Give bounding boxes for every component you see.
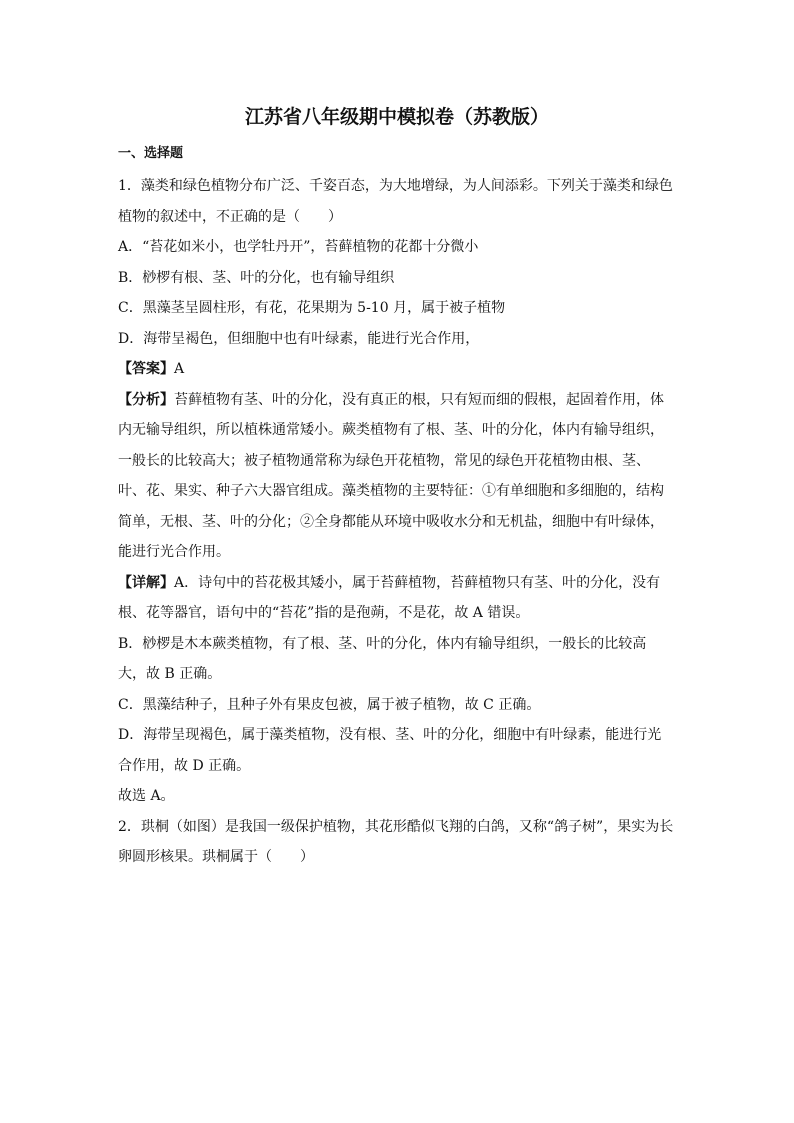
analysis-text: 苔藓植物有茎、叶的分化，没有真正的根，只有短而细的假根，起固着作用，体 xyxy=(174,391,664,408)
question-1-option-a: A．“苔花如米小，也学牡丹开”，苔藓植物的花都十分微小 xyxy=(118,239,479,255)
question-1-option-c: C．黑藻茎呈圆柱形，有花，花果期为 5-10 月，属于被子植物 xyxy=(118,300,506,316)
detail-tag: 【详解】 xyxy=(118,574,174,591)
detail-d-line-1: D．海带呈现褐色，属于藻类植物，没有根、茎、叶的分化，细胞中有叶绿素，能进行光 xyxy=(118,727,662,743)
page-title: 江苏省八年级期中模拟卷（苏教版） xyxy=(244,106,549,128)
question-1-stem-line-2: 植物的叙述中，不正确的是（ ） xyxy=(118,208,342,225)
document-body xyxy=(118,171,678,873)
analysis-line-6: 能进行光合作用。 xyxy=(118,544,230,560)
answer-line xyxy=(118,354,678,385)
analysis-line-5: 简单，无根、茎、叶的分化；②全身都能从环境中吸收水分和无机盐，细胞中有叶绿体， xyxy=(118,513,664,530)
answer-tag: 【答案】 xyxy=(118,361,174,377)
question-1-option-b: B．桫椤有根、茎、叶的分化，也有输导组织 xyxy=(118,269,395,286)
analysis-line-2: 内无输导组织，所以植株通常矮小。蕨类植物有了根、茎、叶的分化，体内有输导组织， xyxy=(118,422,664,438)
analysis-line-3: 一般长的比较高大；被子植物通常称为绿色开花植物，常见的绿色开花植物由根、茎、 xyxy=(118,452,650,469)
analysis-line-4: 叶、花、果实、种子六大器官组成。藻类植物的主要特征：①有单细胞和多细胞的，结构 xyxy=(118,483,664,499)
detail-a-line-1 xyxy=(118,568,678,599)
question-1-stem-line-1: 1．藻类和绿色植物分布广泛、千姿百态，为大地增绿，为人间添彩。下列关于藻类和绿色 xyxy=(118,178,673,194)
analysis-line-1 xyxy=(118,385,678,416)
answer-value: A xyxy=(174,361,185,377)
question-1-option-d: D．海带呈褐色，但细胞中也有叶绿素，能进行光合作用， xyxy=(118,330,480,347)
section-heading: 一、选择题 xyxy=(118,146,184,161)
question-2-stem-line-1: 2．珙桐（如图）是我国一级保护植物，其花形酷似飞翔的白鸽，又称“鸽子树”，果实为长 xyxy=(118,818,674,835)
detail-a-line-2: 根、花等器官，语句中的“苔花”指的是孢蒴，不是花，故 A 错误。 xyxy=(118,605,530,621)
detail-a-text: A．诗句中的苔花极其矮小，属于苔藓植物，苔藓植物只有茎、叶的分化，没有 xyxy=(174,574,661,591)
question-2-stem-line-2: 卵圆形核果。珙桐属于（ ） xyxy=(118,849,314,865)
detail-b-line-1: B．桫椤是木本蕨类植物，有了根、茎、叶的分化，体内有输导组织，一般长的比较高 xyxy=(118,635,647,652)
analysis-tag: 【分析】 xyxy=(118,391,174,408)
detail-b-line-2: 大，故 B 正确。 xyxy=(118,666,222,682)
conclusion: 故选 A。 xyxy=(118,788,175,804)
detail-c: C．黑藻结种子，且种子外有果皮包被，属于被子植物，故 C 正确。 xyxy=(118,696,541,713)
detail-d-line-2: 合作用，故 D 正确。 xyxy=(118,757,251,774)
